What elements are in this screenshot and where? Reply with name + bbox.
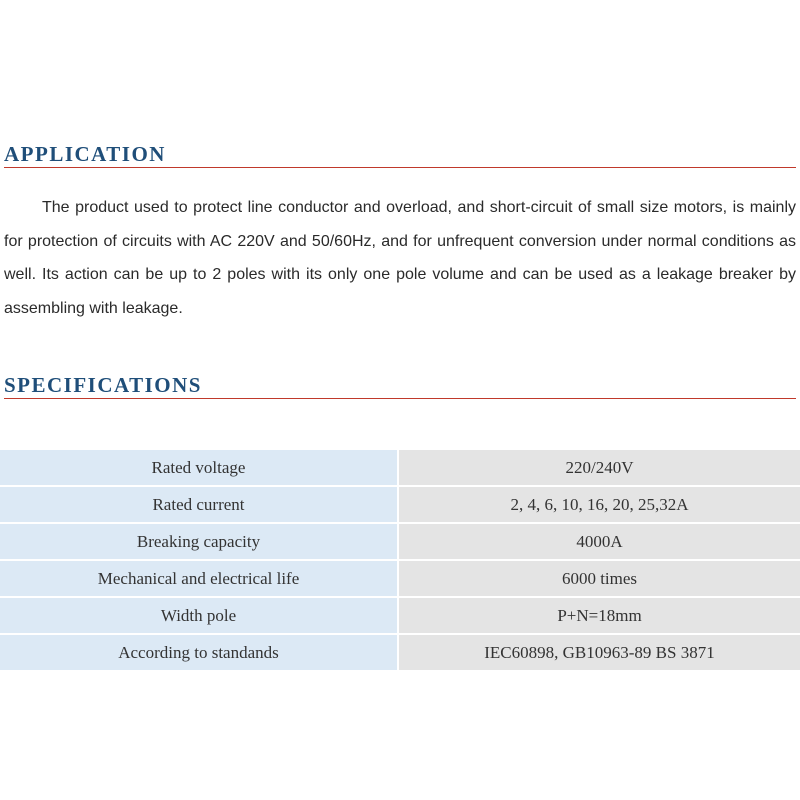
spec-row-standards	[0, 634, 800, 671]
specifications-table	[0, 448, 800, 672]
spec-label: Rated voltage	[0, 449, 398, 486]
spec-value: IEC60898, GB10963-89 BS 3871	[398, 634, 800, 671]
spec-label: Breaking capacity	[0, 523, 398, 560]
spec-label: Mechanical and electrical life	[0, 560, 398, 597]
spec-label: According to standands	[0, 634, 398, 671]
spec-row-mechanical-electrical-life	[0, 560, 800, 597]
spec-row-rated-voltage	[0, 449, 800, 486]
spec-row-width-pole	[0, 597, 800, 634]
spec-value: 2, 4, 6, 10, 16, 20, 25,32A	[398, 486, 800, 523]
application-heading: APPLICATION	[4, 141, 796, 168]
spec-row-breaking-capacity	[0, 523, 800, 560]
spec-value: 4000A	[398, 523, 800, 560]
specifications-heading: SPECIFICATIONS	[4, 372, 796, 399]
spec-value: 220/240V	[398, 449, 800, 486]
spec-label: Rated current	[0, 486, 398, 523]
spec-label: Width pole	[0, 597, 398, 634]
spec-value: 6000 times	[398, 560, 800, 597]
spec-row-rated-current	[0, 486, 800, 523]
spec-value: P+N=18mm	[398, 597, 800, 634]
application-paragraph: The product used to protect line conductor and overload, and short-circuit of small size motors, is mainly for protection of circuits with AC 220V and 50/60Hz, and for unfrequent conversion under normal conditions as well. Its action can be up to 2 poles with its only one pole volume and can be used as a leakage breaker by assembling with leakage.	[4, 199, 796, 317]
